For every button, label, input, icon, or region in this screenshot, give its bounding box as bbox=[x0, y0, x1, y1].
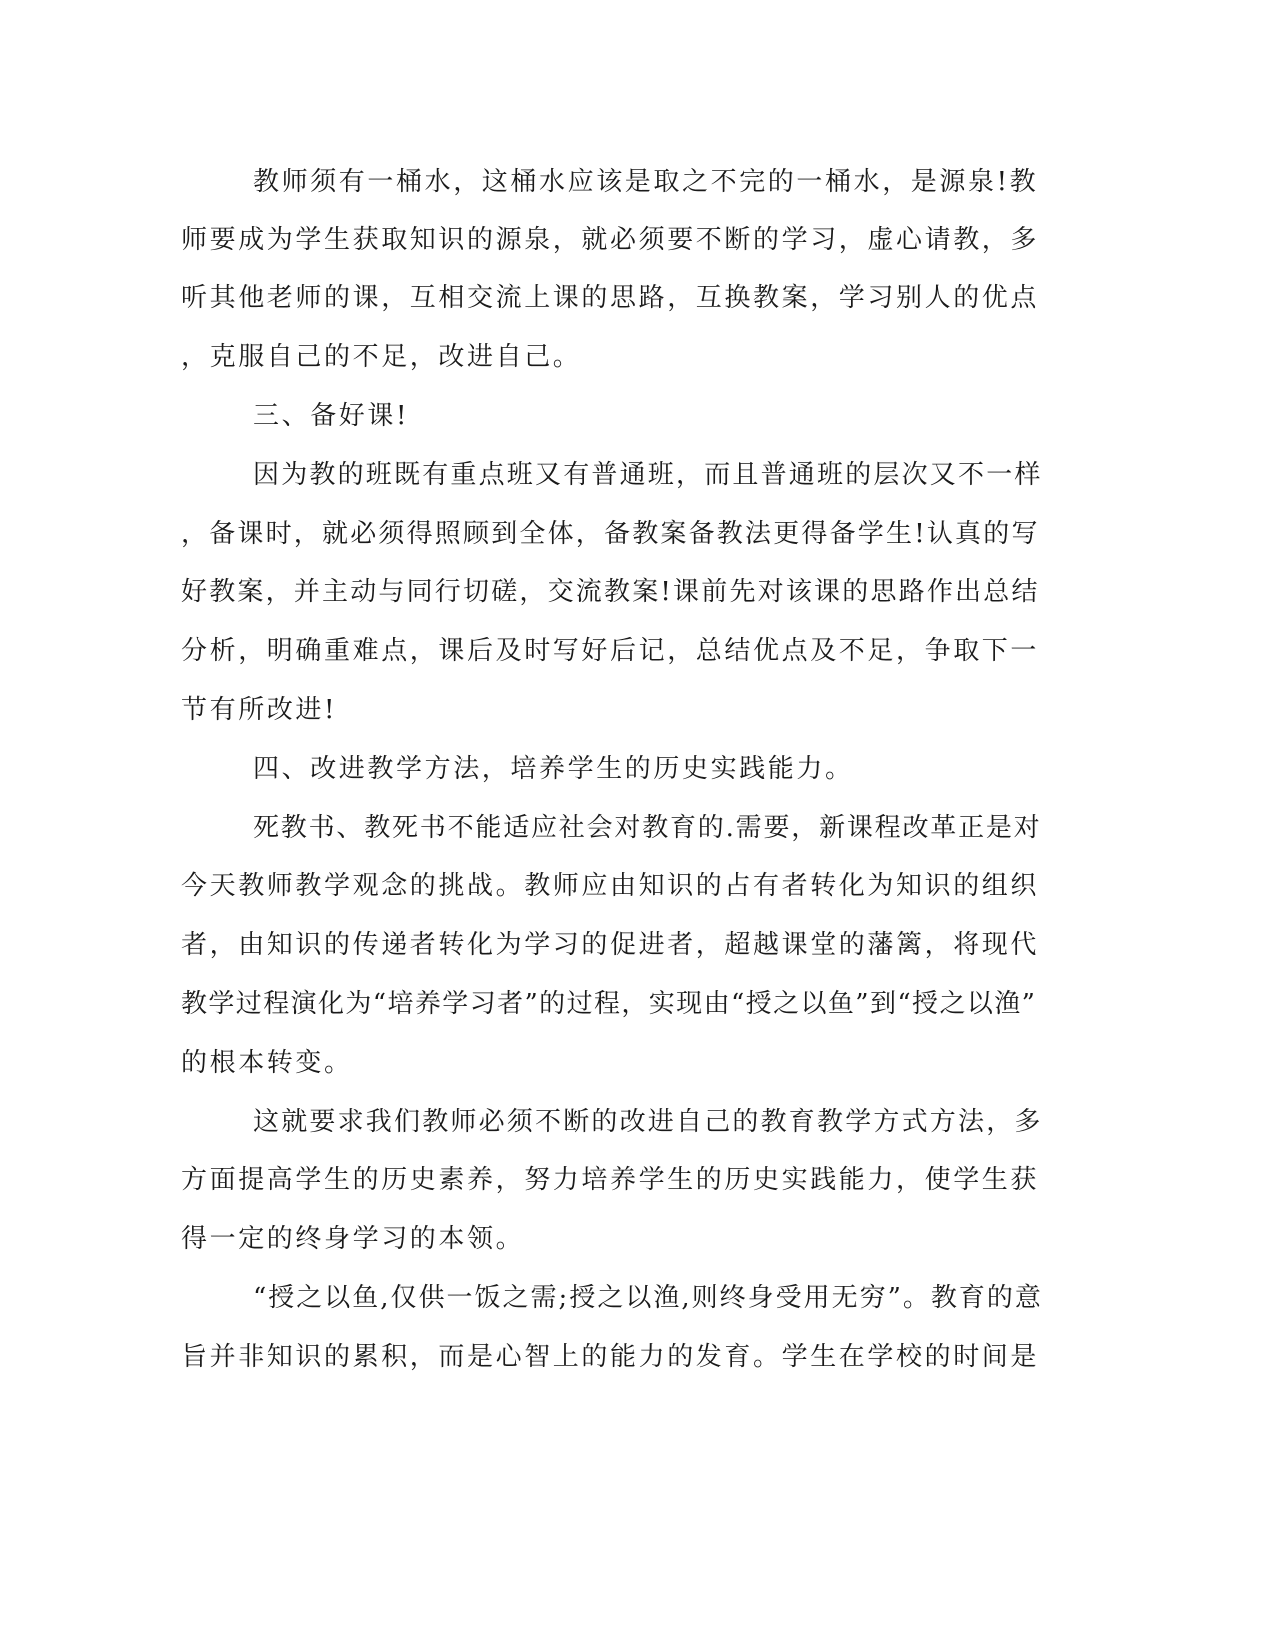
paragraph-line: 因为教的班既有重点班又有普通班，而且普通班的层次又不一样 bbox=[253, 460, 1043, 490]
paragraph-line: 旨并非知识的累积，而是心智上的能力的发育。学生在学校的时间是 bbox=[181, 1342, 1040, 1372]
paragraph-line: 教学过程演化为“培养学习者”的过程，实现由“授之以鱼”到“授之以渔” bbox=[181, 989, 1037, 1019]
paragraph-line: “授之以鱼,仅供一饭之需;授之以渔,则终身受用无穷”。教育的意 bbox=[253, 1283, 1043, 1313]
paragraph-line: 教师须有一桶水，这桶水应该是取之不完的一桶水，是源泉!教 bbox=[253, 167, 1039, 197]
paragraph-line: 死教书、教死书不能适应社会对教育的.需要，新课程改革正是对 bbox=[253, 813, 1042, 843]
paragraph-line: 这就要求我们教师必须不断的改进自己的教育教学方式方法，多 bbox=[253, 1107, 1043, 1137]
paragraph-line: 听其他老师的课，互相交流上课的思路，互换教案，学习别人的优点 bbox=[181, 283, 1040, 313]
paragraph-line: ，备课时，就必须得照顾到全体，备教案备教法更得备学生!认真的写 bbox=[181, 519, 1040, 549]
paragraph-line: 今天教师教学观念的挑战。教师应由知识的占有者转化为知识的组织 bbox=[181, 871, 1040, 901]
paragraph-line: 分析，明确重难点，课后及时写好后记，总结优点及不足，争取下一 bbox=[181, 636, 1040, 666]
paragraph-line: 方面提高学生的历史素养，努力培养学生的历史实践能力，使学生获 bbox=[181, 1165, 1040, 1195]
paragraph-line: 师要成为学生获取知识的源泉，就必须要不断的学习，虚心请教，多 bbox=[181, 225, 1040, 255]
section-heading: 三、备好课! bbox=[253, 401, 410, 431]
paragraph-line: 节有所改进! bbox=[181, 695, 338, 725]
paragraph-line: 的根本转变。 bbox=[181, 1048, 353, 1078]
section-heading: 四、改进教学方法，培养学生的历史实践能力。 bbox=[253, 754, 854, 784]
paragraph-line: 者，由知识的传递者转化为学习的促进者，超越课堂的藩篱，将现代 bbox=[181, 930, 1040, 960]
paragraph-line: 好教案，并主动与同行切磋，交流教案!课前先对该课的思路作出总结 bbox=[181, 577, 1040, 607]
paragraph-line: ，克服自己的不足，改进自己。 bbox=[181, 342, 582, 372]
paragraph-line: 得一定的终身学习的本领。 bbox=[181, 1224, 525, 1254]
